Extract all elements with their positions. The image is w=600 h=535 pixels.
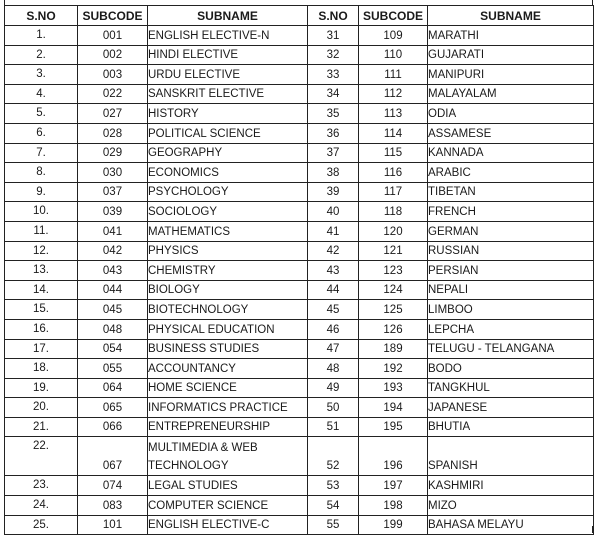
row-sno-right: 50 (308, 398, 359, 418)
row-subcode-left: 003 (78, 65, 148, 85)
row-subcode-right: 189 (359, 339, 428, 359)
row-subname-right: TANGKHUL (428, 378, 594, 398)
row-subcode-left: 043 (78, 261, 148, 281)
table-row (5, 45, 594, 65)
row-subname-left: BUSINESS STUDIES (148, 339, 308, 359)
table-header-row (5, 6, 594, 26)
row-subcode-left: 027 (78, 104, 148, 124)
row-sno-right: 44 (308, 280, 359, 300)
row-subcode-right: 109 (359, 26, 428, 46)
row-subcode-left: 045 (78, 300, 148, 320)
table-row (5, 221, 594, 241)
row-subname-left: HOME SCIENCE (148, 378, 308, 398)
table-row (5, 496, 594, 516)
row-subname-left: ECONOMICS (148, 163, 308, 183)
table-row (5, 182, 594, 202)
row-subcode-right: 121 (359, 241, 428, 261)
row-sno-right: 40 (308, 202, 359, 222)
row-subname-right: BHUTIA (428, 417, 594, 437)
row-sno-left: 12. (5, 241, 78, 261)
row-subname-left: GEOGRAPHY (148, 143, 308, 163)
row-subcode-right: 124 (359, 280, 428, 300)
row-subcode-right: 125 (359, 300, 428, 320)
row-subcode-left: 101 (78, 515, 148, 535)
row-subcode-left: 048 (78, 319, 148, 339)
row-subname-left: CHEMISTRY (148, 261, 308, 281)
row-subcode-right: 111 (359, 65, 428, 85)
row-subname-left: MULTIMEDIA & WEB TECHNOLOGY (148, 437, 308, 476)
row-sno-left: 5. (5, 104, 78, 124)
header-subcode-left: SUBCODE (78, 6, 148, 26)
stub-divider (77, 526, 78, 533)
row-sno-left: 8. (5, 163, 78, 183)
row-subname-right: FRENCH (428, 202, 594, 222)
row-sno-left: 14. (5, 280, 78, 300)
row-subname-right: ASSAMESE (428, 123, 594, 143)
row-subname-left: PSYCHOLOGY (148, 182, 308, 202)
row-sno-right: 38 (308, 163, 359, 183)
row-sno-left: 22. (5, 437, 78, 476)
subject-code-table (4, 5, 594, 535)
row-subcode-left: 065 (78, 398, 148, 418)
row-subname-right: TIBETAN (428, 182, 594, 202)
row-subcode-right: 199 (359, 515, 428, 535)
row-sno-right: 43 (308, 261, 359, 281)
row-sno-left: 25. (5, 515, 78, 535)
row-subname-left: BIOLOGY (148, 280, 308, 300)
row-subname-left: INFORMATICS PRACTICE (148, 398, 308, 418)
row-sno-left: 19. (5, 378, 78, 398)
row-subname-right: TELUGU - TELANGANA (428, 339, 594, 359)
header-subname-right: SUBNAME (428, 6, 594, 26)
row-sno-left: 11. (5, 221, 78, 241)
row-subcode-left: 029 (78, 143, 148, 163)
table-row (5, 143, 594, 163)
table-continuation-border (4, 526, 593, 533)
row-sno-right: 46 (308, 319, 359, 339)
row-subcode-left: 067 (78, 437, 148, 476)
row-sno-right: 53 (308, 476, 359, 496)
row-sno-right: 54 (308, 496, 359, 516)
header-sno-left: S.NO (5, 6, 78, 26)
row-sno-right: 34 (308, 84, 359, 104)
header-subcode-right: SUBCODE (359, 6, 428, 26)
row-subname-right: MIZO (428, 496, 594, 516)
row-subname-left: POLITICAL SCIENCE (148, 123, 308, 143)
row-subcode-left: 055 (78, 359, 148, 379)
row-subname-right: KASHMIRI (428, 476, 594, 496)
row-subcode-right: 192 (359, 359, 428, 379)
table-row (5, 202, 594, 222)
table-row (5, 241, 594, 261)
row-subcode-left: 054 (78, 339, 148, 359)
row-sno-right: 33 (308, 65, 359, 85)
row-subname-right: RUSSIAN (428, 241, 594, 261)
row-subcode-right: 196 (359, 437, 428, 476)
row-subname-left: HISTORY (148, 104, 308, 124)
row-subcode-right: 114 (359, 123, 428, 143)
row-subcode-left: 066 (78, 417, 148, 437)
table-row (5, 163, 594, 183)
row-sno-right: 48 (308, 359, 359, 379)
header-subname-left: SUBNAME (148, 6, 308, 26)
row-subcode-right: 112 (359, 84, 428, 104)
row-subcode-left: 064 (78, 378, 148, 398)
row-sno-left: 7. (5, 143, 78, 163)
row-subcode-right: 198 (359, 496, 428, 516)
row-sno-left: 24. (5, 496, 78, 516)
table-row (5, 359, 594, 379)
row-subname-right: PERSIAN (428, 261, 594, 281)
stub-divider (427, 526, 428, 533)
row-subname-left: PHYSICAL EDUCATION (148, 319, 308, 339)
row-subname-left: ENGLISH ELECTIVE-N (148, 26, 308, 46)
row-subcode-right: 120 (359, 221, 428, 241)
row-subname-right: GUJARATI (428, 45, 594, 65)
row-sno-left: 10. (5, 202, 78, 222)
header-sno-right: S.NO (308, 6, 359, 26)
row-sno-right: 47 (308, 339, 359, 359)
row-sno-left: 4. (5, 84, 78, 104)
row-sno-left: 9. (5, 182, 78, 202)
row-subname-right: MARATHI (428, 26, 594, 46)
row-subname-left: LEGAL STUDIES (148, 476, 308, 496)
row-subcode-left: 002 (78, 45, 148, 65)
row-subcode-left: 074 (78, 476, 148, 496)
stub-divider (307, 526, 308, 533)
table-row (5, 280, 594, 300)
row-subname-right: MANIPURI (428, 65, 594, 85)
table-row (5, 261, 594, 281)
row-sno-right: 39 (308, 182, 359, 202)
row-subcode-left: 041 (78, 221, 148, 241)
row-sno-left: 1. (5, 26, 78, 46)
row-subname-right: NEPALI (428, 280, 594, 300)
row-subcode-left: 028 (78, 123, 148, 143)
row-subname-right: BAHASA MELAYU (428, 515, 594, 535)
row-sno-right: 52 (308, 437, 359, 476)
table-row (5, 104, 594, 124)
row-subcode-right: 195 (359, 417, 428, 437)
row-subcode-right: 126 (359, 319, 428, 339)
table-row (5, 339, 594, 359)
row-subcode-left: 001 (78, 26, 148, 46)
stub-divider (147, 526, 148, 533)
row-sno-left: 3. (5, 65, 78, 85)
row-subcode-right: 197 (359, 476, 428, 496)
row-subname-left: PHYSICS (148, 241, 308, 261)
table-row (5, 398, 594, 418)
row-subname-left: BIOTECHNOLOGY (148, 300, 308, 320)
row-subname-right: MALAYALAM (428, 84, 594, 104)
table-row (5, 378, 594, 398)
row-sno-right: 31 (308, 26, 359, 46)
stub-divider (358, 526, 359, 533)
row-sno-right: 36 (308, 123, 359, 143)
row-subname-right: KANNADA (428, 143, 594, 163)
row-subcode-left: 022 (78, 84, 148, 104)
row-subcode-right: 116 (359, 163, 428, 183)
row-sno-left: 2. (5, 45, 78, 65)
row-subname-left: HINDI ELECTIVE (148, 45, 308, 65)
row-subname-left: MATHEMATICS (148, 221, 308, 241)
row-sno-right: 42 (308, 241, 359, 261)
row-subcode-left: 044 (78, 280, 148, 300)
table-row (5, 65, 594, 85)
table-row (5, 123, 594, 143)
row-subname-right: ODIA (428, 104, 594, 124)
row-subcode-left: 042 (78, 241, 148, 261)
row-sno-right: 45 (308, 300, 359, 320)
table-row (5, 300, 594, 320)
row-sno-left: 13. (5, 261, 78, 281)
row-subcode-right: 110 (359, 45, 428, 65)
row-sno-right: 37 (308, 143, 359, 163)
row-subcode-left: 030 (78, 163, 148, 183)
row-subcode-left: 083 (78, 496, 148, 516)
row-subname-right: LEPCHA (428, 319, 594, 339)
row-sno-left: 20. (5, 398, 78, 418)
row-subname-left: ACCOUNTANCY (148, 359, 308, 379)
row-subname-left: COMPUTER SCIENCE (148, 496, 308, 516)
row-subcode-right: 115 (359, 143, 428, 163)
row-subname-right: BODO (428, 359, 594, 379)
row-subname-right: SPANISH (428, 437, 594, 476)
row-sno-left: 17. (5, 339, 78, 359)
row-sno-right: 55 (308, 515, 359, 535)
table-row (5, 319, 594, 339)
row-subname-right: ARABIC (428, 163, 594, 183)
row-subname-left: SOCIOLOGY (148, 202, 308, 222)
row-subname-left: SANSKRIT ELECTIVE (148, 84, 308, 104)
row-subname-left: URDU ELECTIVE (148, 65, 308, 85)
row-sno-left: 6. (5, 123, 78, 143)
row-subcode-left: 037 (78, 182, 148, 202)
row-subname-left: ENTREPRENEURSHIP (148, 417, 308, 437)
row-sno-left: 15. (5, 300, 78, 320)
row-sno-left: 18. (5, 359, 78, 379)
table-row (5, 84, 594, 104)
row-subcode-right: 193 (359, 378, 428, 398)
row-subcode-right: 123 (359, 261, 428, 281)
row-sno-left: 16. (5, 319, 78, 339)
row-subname-right: GERMAN (428, 221, 594, 241)
row-subcode-right: 194 (359, 398, 428, 418)
table-row (5, 26, 594, 46)
row-subname-right: JAPANESE (428, 398, 594, 418)
row-sno-left: 23. (5, 476, 78, 496)
table-row (5, 476, 594, 496)
row-subcode-left: 039 (78, 202, 148, 222)
row-sno-right: 49 (308, 378, 359, 398)
row-subcode-right: 113 (359, 104, 428, 124)
row-sno-right: 51 (308, 417, 359, 437)
row-subcode-right: 117 (359, 182, 428, 202)
table-body (5, 26, 594, 535)
row-subcode-right: 118 (359, 202, 428, 222)
row-subname-right: LIMBOO (428, 300, 594, 320)
table-row (5, 437, 594, 476)
row-sno-right: 32 (308, 45, 359, 65)
row-sno-right: 35 (308, 104, 359, 124)
table-row (5, 417, 594, 437)
row-sno-right: 41 (308, 221, 359, 241)
row-subname-left: ENGLISH ELECTIVE-C (148, 515, 308, 535)
row-sno-left: 21. (5, 417, 78, 437)
